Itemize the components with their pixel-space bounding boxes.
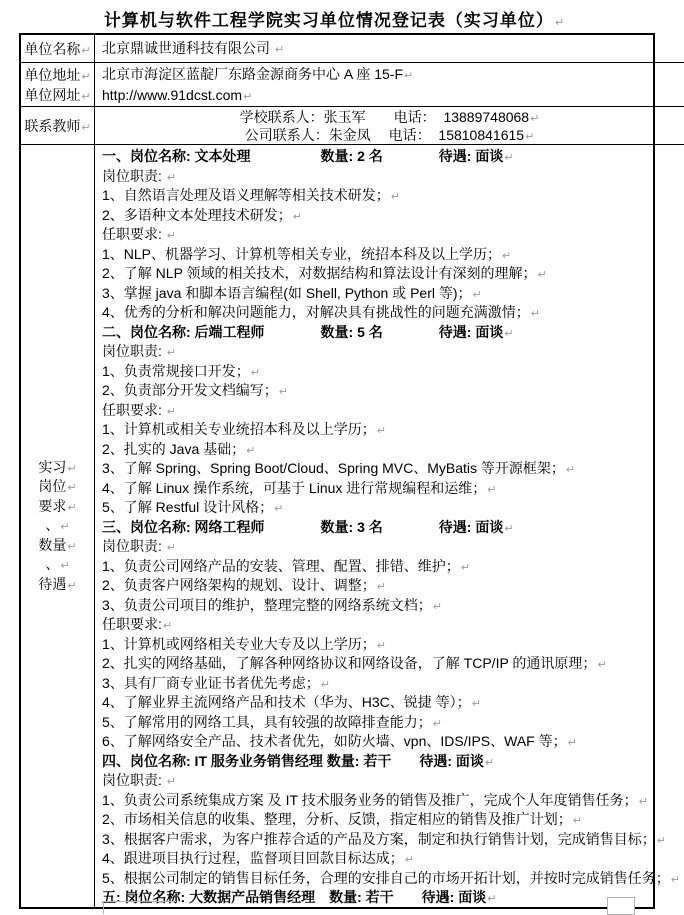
- job-line-text: 5、了解 Restful 设计风格；: [102, 499, 274, 515]
- paragraph-mark-icon: ↵: [572, 815, 583, 827]
- website-text: http://www.91dcst.com: [102, 86, 243, 103]
- job-line-text: 4、优秀的分析和解决问题能力，对解决具有挑战性的问题充满激情；: [102, 304, 530, 320]
- company-contact: [245, 126, 535, 144]
- job-line-text: 2、负责客户网络架构的规划、设计、调整；: [102, 577, 376, 593]
- paragraph-mark-icon: ↵: [390, 191, 401, 203]
- job-line: [102, 362, 680, 382]
- job-line-text: 4、了解 Linux 操作系统，可基于 Linux 进行常规编程和运维；: [102, 479, 487, 496]
- position-heading: [102, 752, 680, 772]
- paragraph-mark-icon: ↵: [166, 776, 176, 788]
- job-line-text: 岗位职责:: [102, 538, 166, 554]
- position-heading: [102, 147, 680, 167]
- paragraph-mark-icon: ↵: [597, 659, 607, 671]
- paragraph-mark-icon: ↵: [166, 405, 176, 418]
- job-side-label-line: [38, 458, 76, 478]
- job-line: [102, 557, 680, 577]
- job-line-text: 岗位职责:: [102, 167, 166, 184]
- job-line-text: 3、了解 Spring、Spring Boot/Cloud、Spring MVC、MyBatis 等开源框架；: [102, 460, 565, 476]
- job-line: [102, 635, 680, 655]
- paragraph-mark-icon: ↵: [60, 521, 70, 534]
- job-line: [102, 771, 680, 791]
- paragraph-mark-icon: ↵: [638, 795, 648, 808]
- paragraph-mark-icon: ↵: [567, 737, 577, 749]
- position-heading-text: 三、岗位名称: 网络工程师 数量: 3 名 待遇: 面谈: [102, 518, 504, 535]
- job-side-label-cell: [21, 145, 95, 907]
- job-line-text: 3、具有厂商专业证书者优先考虑；: [102, 674, 320, 691]
- job-line: [102, 167, 680, 187]
- paragraph-mark-icon: ↵: [67, 579, 77, 592]
- paragraph-mark-icon: ↵: [243, 90, 253, 103]
- paragraph-mark-icon: ↵: [67, 540, 77, 553]
- address-website-value-cell: [95, 63, 684, 107]
- job-side-label-line-text: 实习: [38, 458, 67, 475]
- job-side-label-line-text: 、: [45, 517, 60, 534]
- paragraph-mark-icon: ↵: [376, 639, 387, 652]
- job-side-label-line: [38, 477, 76, 497]
- job-line-text: 1、负责公司网络产品的安装、管理、配置、排错、维护；: [102, 557, 460, 574]
- address-text: 北京市海淀区蓝靛厂东路金源商务中心 A 座 15-F: [102, 65, 404, 82]
- job-side-label-line-text: 要求: [38, 497, 67, 514]
- job-line-text: 1、计算机或网络相关专业大专及以上学历；: [102, 635, 376, 652]
- job-line-text: 任职要求:: [102, 401, 166, 418]
- page-title-text: 计算机与软件工程学院实习单位情况登记表（实习单位）: [103, 11, 554, 30]
- job-side-label-line: [45, 555, 69, 575]
- job-line-text: 岗位职责:: [102, 343, 166, 359]
- paragraph-mark-icon: ↵: [274, 44, 285, 56]
- job-side-label-line: [45, 516, 69, 536]
- paragraph-mark-icon: ↵: [81, 121, 91, 134]
- job-side-label-line-text: 岗位: [38, 478, 67, 495]
- paragraph-mark-icon: ↵: [320, 678, 331, 691]
- paragraph-mark-icon: ↵: [504, 152, 514, 164]
- job-line: [102, 674, 680, 694]
- job-line: [102, 381, 680, 401]
- paragraph-mark-icon: ↵: [246, 444, 256, 457]
- job-line-text: 2、多语种文本处理技术研发；: [102, 206, 292, 223]
- job-line-text: 3、负责公司项目的维护，整理完整的网络系统文档；: [102, 596, 432, 613]
- paragraph-mark-icon: ↵: [60, 560, 70, 573]
- job-line: [102, 654, 680, 674]
- paragraph-mark-icon: ↵: [472, 288, 482, 301]
- job-line-text: 2、市场相关信息的收集、整理，分析、反馈，指定相应的销售及推广计划；: [102, 811, 572, 827]
- paragraph-mark-icon: ↵: [484, 756, 495, 769]
- paragraph-mark-icon: ↵: [166, 171, 176, 184]
- job-line: [102, 440, 680, 460]
- job-line: [102, 596, 680, 616]
- unit-name-label: [24, 39, 90, 59]
- school-contact-text: 学校联系人：张玉军 电话： 13889748068: [239, 108, 530, 125]
- website-value: [102, 85, 684, 106]
- paragraph-mark-icon: ↵: [471, 698, 481, 710]
- job-line: [102, 791, 680, 811]
- position-heading-text: 二、岗位名称: 后端工程师 数量: 5 名 待遇: 面谈: [102, 323, 504, 340]
- paragraph-mark-icon: ↵: [404, 69, 414, 82]
- job-side-label-line-text: 数量: [38, 536, 67, 553]
- address-label-text: 单位地址: [24, 66, 81, 83]
- paragraph-mark-icon: ↵: [487, 893, 497, 905]
- paragraph-mark-icon: ↵: [81, 90, 91, 103]
- website-label-text: 单位网址: [24, 86, 81, 103]
- paragraph-mark-icon: ↵: [166, 230, 176, 242]
- job-line-text: 岗位职责:: [102, 772, 166, 788]
- job-line-text: 2、了解 NLP 领域的相关技术，对数据结构和算法设计有深刻的理解；: [102, 265, 537, 281]
- job-side-label-line-text: 、: [45, 556, 60, 573]
- job-line: [102, 206, 680, 226]
- paragraph-mark-icon: ↵: [166, 347, 176, 359]
- job-line: [102, 615, 680, 635]
- job-side-label-line: [38, 497, 76, 517]
- job-line: [102, 869, 680, 889]
- paragraph-mark-icon: ↵: [504, 327, 514, 340]
- job-line: [102, 713, 680, 733]
- paragraph-mark-icon: ↵: [162, 620, 173, 632]
- address-label: [24, 65, 90, 85]
- job-line: [102, 245, 680, 265]
- paragraph-mark-icon: ↵: [502, 249, 512, 262]
- unit-name-label-cell: [21, 35, 95, 63]
- paragraph-mark-icon: ↵: [404, 854, 415, 866]
- job-line: [102, 401, 680, 421]
- job-line-text: 任职要求:: [102, 226, 166, 242]
- paragraph-mark-icon: ↵: [530, 308, 541, 320]
- job-line: [102, 342, 680, 362]
- paragraph-mark-icon: ↵: [292, 210, 303, 223]
- unit-name-text: 北京鼎诚世通科技有限公司: [102, 40, 274, 56]
- paragraph-mark-icon: ↵: [166, 542, 176, 554]
- table-resize-handle: [607, 897, 635, 915]
- position-heading: [102, 518, 680, 538]
- paragraph-mark-icon: ↵: [530, 112, 540, 125]
- job-line: [102, 849, 680, 869]
- paragraph-mark-icon: ↵: [537, 269, 547, 281]
- paragraph-mark-icon: ↵: [278, 386, 289, 398]
- website-label: [24, 85, 90, 105]
- job-line: [102, 810, 680, 830]
- teacher-label-cell: [21, 107, 95, 145]
- page-title: [0, 6, 669, 31]
- company-contact-text: 公司联系人：朱金凤 电话： 15810841615: [244, 126, 525, 143]
- job-line: [102, 186, 680, 206]
- job-line-text: 1、负责常规接口开发；: [102, 362, 250, 379]
- paragraph-mark-icon: ↵: [81, 44, 91, 57]
- job-line-text: 2、扎实的 Java 基础；: [102, 440, 246, 457]
- job-line-text: 3、掌握 java 和脚本语言编程(如 Shell, Python 或 Perl 等)；: [102, 284, 472, 301]
- paragraph-mark-icon: ↵: [656, 834, 667, 847]
- job-side-label-line: [38, 575, 76, 595]
- unit-name-value: [102, 38, 684, 59]
- job-line: [102, 498, 680, 518]
- paragraph-mark-icon: ↵: [81, 70, 91, 83]
- job-line-text: 5、了解常用的网络工具，具有较强的故障排查能力；: [102, 713, 432, 730]
- job-line: [102, 732, 680, 752]
- page-margin-corner-mark: [103, 901, 176, 914]
- address-website-label-cell: [21, 63, 95, 107]
- job-line: [102, 284, 680, 304]
- job-line-text: 5、根据公司制定的销售目标任务，合理的安排自己的市场开拓计划，并按时完成销售任务；: [102, 869, 670, 886]
- position-heading-text: 一、岗位名称: 文本处理 数量: 2 名 待遇: 面谈: [102, 148, 504, 164]
- teacher-label: [24, 116, 90, 136]
- job-line: [102, 479, 680, 499]
- job-line: [102, 830, 680, 850]
- registration-table: [19, 33, 681, 909]
- job-line: [102, 225, 680, 245]
- paragraph-mark-icon: ↵: [565, 464, 576, 476]
- job-line-text: 任职要求:: [102, 616, 162, 632]
- job-line-text: 6、了解网络安全产品、技术者优先，如防火墙、vpn、IDS/IPS、WAF 等；: [102, 733, 567, 749]
- teacher-label-text: 联系教师: [24, 117, 81, 134]
- paragraph-mark-icon: ↵: [274, 503, 284, 515]
- position-heading-text: 四、岗位名称: IT 服务业务销售经理 数量: 若干 待遇: 面谈: [102, 752, 484, 769]
- job-line: [102, 459, 680, 479]
- paragraph-mark-icon: ↵: [554, 17, 566, 29]
- position-heading: [102, 323, 680, 343]
- address-value: [102, 64, 684, 85]
- paragraph-mark-icon: ↵: [432, 717, 443, 730]
- paragraph-mark-icon: ↵: [250, 366, 261, 379]
- job-line-text: 4、了解业界主流网络产品和技术（华为、H3C、锐捷 等）；: [102, 694, 471, 710]
- paragraph-mark-icon: ↵: [376, 425, 387, 437]
- paragraph-mark-icon: ↵: [487, 483, 497, 496]
- job-line-text: 1、计算机或相关专业统招本科及以上学历；: [102, 421, 376, 437]
- position-heading: [102, 888, 680, 908]
- paragraph-mark-icon: ↵: [460, 561, 471, 574]
- paragraph-mark-icon: ↵: [67, 482, 77, 495]
- job-content: [95, 145, 684, 907]
- paragraph-mark-icon: ↵: [432, 600, 443, 613]
- school-contact: [240, 108, 540, 126]
- paragraph-mark-icon: ↵: [504, 522, 514, 535]
- job-side-label-line-text: 待遇: [38, 575, 67, 592]
- job-line-text: 4、跟进项目执行过程，监督项目回款目标达成；: [102, 850, 404, 866]
- job-side-label-line: [38, 536, 76, 556]
- paragraph-mark-icon: ↵: [670, 873, 681, 886]
- job-line-text: 1、负责公司系统集成方案 及 IT 技术服务业务的销售及推广，完成个人年度销售任务；: [102, 791, 638, 808]
- unit-name-value-cell: [95, 35, 684, 63]
- job-line-text: 3、根据客户需求，为客户推荐合适的产品及方案，制定和执行销售计划，完成销售目标；: [102, 830, 656, 847]
- teacher-value-cell: [95, 107, 684, 145]
- paragraph-mark-icon: ↵: [67, 501, 77, 514]
- paragraph-mark-icon: ↵: [67, 462, 77, 475]
- job-line: [102, 264, 680, 284]
- job-line: [102, 537, 680, 557]
- job-line: [102, 303, 680, 323]
- unit-name-label-text: 单位名称: [24, 40, 81, 57]
- job-line-text: 2、扎实的网络基础，了解各种网络协议和网络设备，了解 TCP/IP 的通讯原理；: [102, 655, 597, 671]
- paragraph-mark-icon: ↵: [525, 130, 535, 143]
- paragraph-mark-icon: ↵: [376, 581, 387, 593]
- job-line-text: 1、NLP、机器学习、计算机等相关专业，统招本科及以上学历；: [102, 245, 502, 262]
- job-line: [102, 420, 680, 440]
- job-line: [102, 693, 680, 713]
- job-line-text: 2、负责部分开发文档编写；: [102, 382, 278, 398]
- job-line-text: 1、自然语言处理及语义理解等相关技术研发；: [102, 187, 390, 203]
- job-line: [102, 576, 680, 596]
- position-heading-text: 五: 岗位名称: 大数据产品销售经理 数量: 若干 待遇: 面谈: [102, 889, 487, 905]
